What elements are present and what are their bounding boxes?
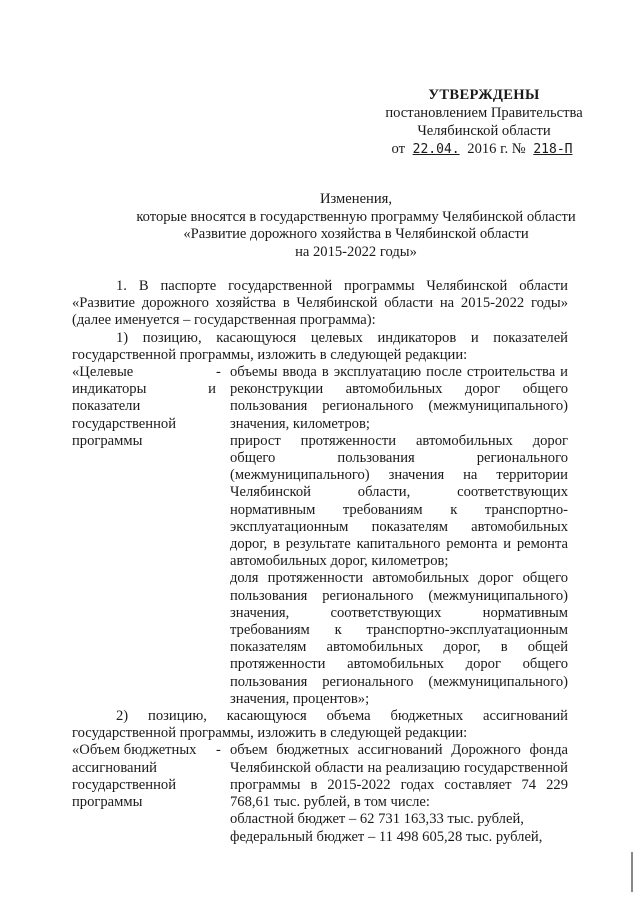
indicators-label-line: программы (72, 432, 143, 449)
budget-paragraph: областной бюджет – 62 731 163,33 тыс. рублей, (230, 811, 524, 828)
document-title (72, 191, 640, 261)
handwritten-number: 218-П (533, 142, 573, 157)
date-prefix: от (391, 141, 405, 157)
indicators-label-line: «Целевые (72, 364, 134, 381)
budget-label (72, 742, 216, 845)
indicators-content (230, 364, 568, 708)
approval-date-line (368, 140, 600, 159)
subitem-1-paragraph: 1) позицию, касающуюся целевых индикаторов и показателей государственной программы, изложить в следующей редакции: (72, 329, 568, 363)
budget-label-line: государственной (72, 776, 177, 793)
subitem-2-paragraph: 2) позицию, касающуюся объема бюджетных ассигнований государственной программы, изложить в следующей редакции: (72, 708, 568, 742)
handwritten-date: 22.04. (412, 142, 460, 157)
approval-line-2: Челябинской области (417, 123, 551, 139)
approval-stamp (368, 86, 600, 159)
title-line-3: «Развитие дорожного хозяйства в Челябинской области (183, 226, 529, 242)
indicator-paragraph: объемы ввода в эксплуатацию после строительства и реконструкции автомобильных дорог общего пользования регионального (межмуниципального) значения, километров; (230, 364, 568, 432)
approved-heading: УТВЕРЖДЕНЫ (428, 87, 540, 103)
title-line-1: Изменения, (319, 191, 393, 207)
budget-content (230, 742, 568, 845)
title-line-4: на 2015-2022 годы» (295, 243, 417, 260)
title-line-2: которые вносятся в государственную программу Челябинской области (136, 208, 576, 225)
indicator-paragraph: прирост протяженности автомобильных дорог общего пользования регионального (межмуниципального) значения на территории Челябинской области, соответствующих нормативным требованиям к транспортно-эксплуатационным показателям автомобильных дорог, в результате капитального ремонта и ремонта автомобильных дорог, километров; (230, 432, 568, 570)
indicators-label-line: показатели (72, 398, 141, 415)
budget-dash: - (216, 742, 221, 759)
approval-line-1: постановлением Правительства (385, 105, 583, 121)
indicators-label-line: индикаторы и (72, 381, 216, 398)
year-text: 2016 г. № (467, 141, 526, 157)
budget-table (72, 742, 568, 845)
item-1-paragraph: 1. В паспорте государственной программы Челябинской области «Развитие дорожного хозяйства в Челябинской области на 2015-2022 годы» (далее именуется – государственная программа): (72, 278, 568, 329)
budget-label-line: программы (72, 794, 143, 811)
indicator-paragraph: доля протяженности автомобильных дорог общего пользования регионального (межмуниципального) значения, соответствующих нормативным требованиям к транспортно-эксплуатационным показателям автомобильных дорог, в общей протяженности автомобильных дорог общего пользования регионального (межмуниципального) значения, процентов»; (230, 570, 568, 707)
indicators-dash: - (216, 364, 221, 381)
indicators-label-line: государственной (72, 415, 177, 432)
indicators-label (72, 364, 216, 708)
budget-label-line: «Объем бюджетных (72, 742, 197, 759)
scan-edge-mark (631, 852, 633, 892)
indicators-table (72, 364, 568, 708)
budget-paragraph: федеральный бюджет – 11 498 605,28 тыс. рублей, (230, 828, 543, 845)
budget-paragraph: объем бюджетных ассигнований Дорожного фонда Челябинской области на реализацию государственной программы в 2015-2022 годах составляет 74 229 768,61 тыс. рублей, в том числе: (230, 742, 568, 811)
document-body (72, 278, 568, 846)
budget-label-line: ассигнований (72, 759, 157, 776)
